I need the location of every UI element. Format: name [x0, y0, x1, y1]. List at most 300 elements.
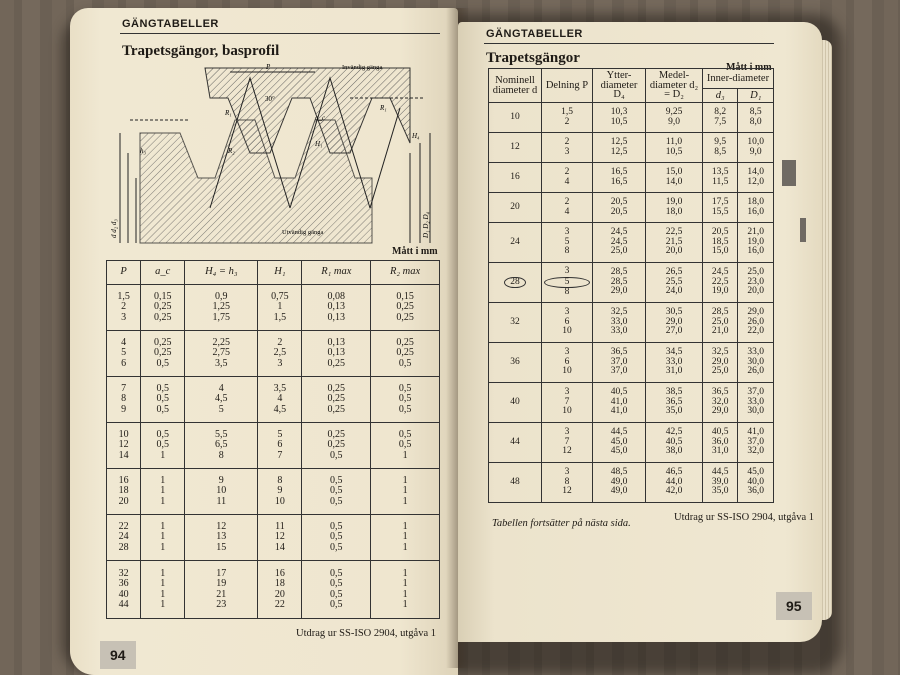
cell-value: 27,0	[665, 326, 683, 337]
table-cell	[107, 423, 141, 469]
cell-value: 0,5	[330, 474, 343, 486]
cell-value: 2,25	[212, 336, 231, 348]
cell-value: 1,5	[561, 107, 573, 117]
col-header-r1: R₁ max	[302, 261, 371, 285]
table-cell	[185, 423, 258, 469]
cell-value: 9	[218, 474, 224, 486]
cell-value: 1	[160, 588, 166, 600]
cell-value: 3	[564, 227, 570, 238]
cell-value: 1	[160, 578, 166, 589]
table-cell-D4	[593, 383, 646, 423]
table-cell-d2	[646, 223, 703, 263]
nominal-diameter-value: 16	[510, 171, 520, 182]
cell-value: 10,5	[610, 116, 628, 127]
left-page-title: Trapetsgängor, basprofil	[122, 43, 280, 59]
table-row	[489, 163, 774, 193]
cell-value: 1	[160, 520, 166, 532]
cell-value: 36,5	[711, 387, 729, 398]
cell-value: 1	[160, 599, 166, 610]
cell-value: 0,5	[330, 449, 343, 461]
cell-value: 1	[160, 485, 166, 497]
r1-label-right: R₁	[380, 104, 387, 112]
table-cell-D4	[593, 423, 646, 463]
cell-value: 24,5	[711, 267, 729, 278]
table-cell-P	[542, 103, 593, 133]
cell-value: 1	[277, 301, 283, 313]
nominal-diameter-cell	[489, 263, 542, 303]
cell-value: 7	[564, 436, 570, 447]
cell-value: 20,5	[711, 227, 729, 238]
cell-value: 25,0	[610, 246, 628, 257]
table-cell-D1	[738, 383, 774, 423]
nominal-diameter-cell	[489, 103, 542, 133]
cell-value: 0,5	[156, 357, 169, 369]
cell-value: 28,5	[610, 276, 628, 287]
cell-value: 3	[564, 266, 570, 277]
col-header-pitch: Delning P	[542, 69, 593, 103]
cell-value: 30,0	[747, 356, 765, 367]
cell-value: 0,13	[327, 301, 346, 313]
col-header-mid: Medel-diameter d₂ = D₂	[646, 69, 703, 103]
cell-value: 2	[277, 336, 283, 348]
left-dims-label: d d₂ d₃	[110, 219, 118, 238]
table-cell	[258, 285, 302, 331]
cell-value: 6	[277, 439, 283, 451]
cell-value: 0,5	[330, 578, 343, 589]
table-cell	[141, 377, 185, 423]
cell-value: 11	[216, 495, 227, 507]
trapezoidal-thread-table	[488, 68, 774, 503]
cell-value: 8	[564, 476, 570, 487]
cell-value: 15	[216, 541, 227, 553]
cell-value: 16,5	[610, 176, 628, 187]
table-cell-d2	[646, 303, 703, 343]
table-row	[489, 193, 774, 223]
cell-value: 16,0	[747, 206, 765, 217]
cell-value: 20,0	[747, 286, 765, 297]
table-cell-D4	[593, 103, 646, 133]
cell-value: 42,5	[665, 427, 683, 438]
cell-value: 22,5	[665, 227, 683, 238]
table-cell	[371, 285, 440, 331]
left-page	[70, 8, 458, 675]
col-header-p: P	[107, 261, 141, 285]
table-cell	[371, 469, 440, 515]
table-row	[489, 463, 774, 503]
cell-value: 20	[274, 588, 285, 600]
cell-value: 40,5	[665, 436, 683, 447]
cell-value: 9,0	[668, 116, 680, 127]
cell-value: 0,5	[398, 439, 412, 451]
cell-value: 4	[218, 382, 224, 394]
cell-value: 10,3	[610, 107, 628, 117]
cell-value: 37,0	[610, 356, 628, 367]
col-header-ac: a_c	[141, 261, 185, 285]
cell-value: 1	[160, 531, 166, 543]
table-cell-d2	[646, 103, 703, 133]
cell-value: 18,5	[711, 236, 729, 247]
table-cell-d2	[646, 423, 703, 463]
table-row	[489, 343, 774, 383]
nominal-diameter-cell	[489, 383, 542, 423]
table-cell-D1	[738, 223, 774, 263]
table-cell-D1	[738, 423, 774, 463]
cell-value: 5	[564, 236, 570, 247]
cell-value: 0,5	[398, 357, 412, 369]
cell-value: 1	[402, 520, 408, 532]
nominal-diameter-value: 32	[510, 316, 520, 327]
cell-value: 22,0	[747, 326, 765, 337]
cell-value: 45,0	[747, 467, 765, 478]
cell-value: 2,5	[273, 347, 287, 359]
cell-value: 26,5	[665, 267, 683, 278]
table-cell-D4	[593, 343, 646, 383]
cell-value: 12,5	[610, 137, 628, 147]
table-cell-d3	[703, 303, 738, 343]
cell-value: 0,25	[153, 311, 172, 323]
continued-note: Tabellen fortsätter på nästa sida.	[492, 518, 631, 529]
cell-value: 10	[216, 485, 227, 497]
cell-value: 38,5	[665, 387, 683, 398]
profile-table	[106, 260, 440, 619]
cell-value: 36,0	[711, 436, 729, 447]
cell-value: 11,5	[712, 176, 729, 187]
col-header-r2: R₂ max	[371, 261, 440, 285]
table-cell-P	[542, 193, 593, 223]
table-cell	[185, 561, 258, 619]
cell-value: 30,0	[747, 406, 765, 417]
cell-value: 29,0	[747, 307, 765, 318]
table-cell-d2	[646, 263, 703, 303]
cell-value: 25,0	[711, 316, 729, 327]
table-cell-d3	[703, 463, 738, 503]
cell-value: 25,0	[711, 366, 729, 377]
table-row	[107, 423, 440, 469]
cell-value: 1	[402, 495, 408, 507]
cell-value: 0,25	[153, 301, 172, 313]
cell-value: 44	[118, 599, 129, 610]
cell-value: 12	[274, 531, 285, 543]
table-cell-d3	[703, 263, 738, 303]
thread-profile-diagram	[110, 58, 440, 248]
cell-value: 26,0	[747, 316, 765, 327]
cell-value: 16,0	[747, 246, 765, 257]
thumb-index-tab-2	[800, 218, 806, 242]
cell-value: 16,5	[610, 167, 628, 177]
table-cell	[185, 285, 258, 331]
cell-value: 0,5	[156, 403, 169, 415]
table-cell-d2	[646, 133, 703, 163]
table-cell	[302, 561, 371, 619]
cell-value: 9,25	[665, 107, 683, 117]
angle-label: 30°	[265, 95, 275, 103]
cell-value: 29,0	[665, 316, 683, 327]
cell-value: 2,75	[212, 347, 231, 359]
cell-value: 8,2	[714, 107, 727, 117]
cell-value: 18,0	[747, 197, 765, 207]
cell-value: 4,5	[215, 393, 228, 405]
table-row	[107, 285, 440, 331]
table-cell	[258, 515, 302, 561]
cell-value: 25,0	[747, 267, 765, 278]
cell-value: 12	[216, 520, 227, 532]
cell-value: 35,0	[711, 486, 729, 497]
table-cell	[107, 285, 141, 331]
table-cell	[258, 561, 302, 619]
cell-value: 24	[118, 531, 129, 543]
cell-value: 15,0	[665, 167, 683, 177]
cell-value: 0,9	[215, 290, 228, 302]
cell-value: 0,5	[156, 382, 169, 394]
cell-value: 32,0	[711, 396, 729, 407]
cell-value: 32,0	[747, 446, 765, 457]
cell-value: 46,5	[665, 467, 683, 478]
cell-value: 37,0	[747, 387, 765, 398]
cell-value: 1	[402, 449, 408, 461]
table-cell	[107, 331, 141, 377]
cell-value: 12	[562, 446, 572, 457]
cell-value: 1	[160, 474, 166, 486]
table-cell-d2	[646, 163, 703, 193]
cell-value: 6,5	[215, 439, 228, 451]
cell-value: 0,5	[156, 439, 169, 451]
cell-value: 0,5	[330, 485, 343, 497]
table-cell-D1	[738, 133, 774, 163]
cell-value: 0,25	[327, 439, 346, 451]
cell-value: 13	[216, 531, 227, 543]
cell-value: 40,5	[610, 387, 628, 398]
cell-value: 20,5	[610, 197, 628, 207]
cell-value: 0,25	[396, 336, 414, 348]
left-header-rule	[120, 33, 440, 34]
table-cell-P	[542, 383, 593, 423]
cell-value: 9	[277, 485, 283, 497]
cell-value: 21	[216, 588, 227, 600]
table-row	[489, 383, 774, 423]
left-footer: Utdrag ur SS-ISO 2904, utgåva 1	[296, 628, 436, 639]
cell-value: 20,5	[610, 206, 628, 217]
table-cell	[107, 561, 141, 619]
table-cell-d3	[703, 423, 738, 463]
cell-value: 8	[218, 449, 224, 461]
cell-value: 15,5	[711, 206, 729, 217]
table-cell	[371, 377, 440, 423]
left-unit-label: Mått i mm	[392, 246, 438, 257]
cell-value: 1	[160, 495, 166, 507]
col-header-nominal: Nominell diameter d	[489, 69, 542, 103]
right-page-number: 95	[776, 592, 812, 620]
table-row	[489, 103, 774, 133]
cell-value: 24,5	[610, 236, 628, 247]
cell-value: 40	[118, 588, 129, 600]
table-cell-D4	[593, 263, 646, 303]
table-cell	[107, 469, 141, 515]
external-thread-label: Utvändig gänga	[282, 229, 324, 236]
cell-value: 0,5	[398, 403, 412, 415]
cell-value: 45,0	[610, 436, 628, 447]
thumb-index-tab	[782, 160, 796, 186]
table-cell-d3	[703, 193, 738, 223]
cell-value: 4	[564, 206, 570, 217]
cell-value: 3	[277, 357, 283, 369]
cell-value: 45,0	[610, 446, 628, 457]
table-cell	[141, 285, 185, 331]
cell-value: 41,0	[610, 406, 628, 417]
cell-value: 14,0	[747, 167, 765, 177]
cell-value: 28,5	[711, 307, 729, 318]
cell-value: 12,5	[610, 146, 628, 157]
nominal-diameter-cell	[489, 163, 542, 193]
table-row	[489, 133, 774, 163]
cell-value: 1	[402, 541, 408, 553]
ac-label: a_c	[315, 114, 326, 122]
table-cell	[371, 423, 440, 469]
table-cell	[302, 285, 371, 331]
cell-value: 1	[402, 599, 408, 610]
table-cell-D4	[593, 463, 646, 503]
cell-value: 0,15	[396, 290, 414, 302]
nominal-diameter-cell	[489, 463, 542, 503]
cell-value: 13,5	[711, 167, 729, 177]
cell-value: 0,25	[396, 301, 414, 313]
table-row	[489, 223, 774, 263]
cell-value: 22,5	[711, 276, 729, 287]
cell-value: 18	[274, 578, 285, 589]
table-cell-d2	[646, 193, 703, 223]
cell-value: 9,5	[714, 137, 727, 147]
cell-value: 11,0	[665, 137, 683, 147]
cell-value: 0,15	[153, 290, 172, 302]
cell-value: 23,0	[747, 276, 765, 287]
table-cell	[302, 331, 371, 377]
table-row	[489, 263, 774, 303]
cell-value: 21,0	[711, 326, 729, 337]
cell-value: 8	[121, 393, 127, 405]
cell-value: 1	[402, 578, 408, 589]
cell-value: 7,5	[714, 116, 727, 127]
table-cell	[141, 561, 185, 619]
cell-value: 21,5	[665, 236, 683, 247]
right-header-rule	[484, 43, 774, 44]
cell-value: 0,25	[153, 347, 172, 359]
table-row	[489, 423, 774, 463]
cell-value: 41,0	[610, 396, 628, 407]
cell-value: 38,0	[665, 446, 683, 457]
cell-value: 9	[121, 403, 127, 415]
cell-value: 0,25	[396, 311, 414, 323]
cell-value: 1	[402, 485, 408, 497]
table-cell-P	[542, 133, 593, 163]
table-cell-D4	[593, 223, 646, 263]
cell-value: 2	[564, 167, 570, 177]
right-footer: Utdrag ur SS-ISO 2904, utgåva 1	[674, 512, 814, 523]
table-cell	[185, 377, 258, 423]
cell-value: 0,13	[327, 311, 346, 323]
table-cell-D4	[593, 303, 646, 343]
table-cell	[371, 331, 440, 377]
cell-value: 0,5	[330, 588, 343, 600]
table-cell-P	[542, 303, 593, 343]
cell-value: 0,25	[327, 357, 346, 369]
table-cell	[258, 469, 302, 515]
cell-value: 0,5	[330, 567, 343, 579]
cell-value: 0,5	[398, 393, 412, 405]
cell-value: 0,08	[327, 290, 346, 302]
cell-value: 31,0	[711, 446, 729, 457]
nominal-diameter-cell	[489, 423, 542, 463]
cell-value: 28,5	[610, 267, 628, 278]
table-cell-d3	[703, 133, 738, 163]
table-cell	[107, 377, 141, 423]
cell-value: 1	[160, 541, 166, 553]
cell-value: 15,0	[711, 246, 729, 257]
cell-value: 5	[218, 403, 224, 415]
cell-value: 12	[562, 486, 572, 497]
cell-value: 49,0	[610, 476, 628, 487]
cell-value: 39,0	[711, 476, 729, 487]
cell-value: 1	[402, 588, 408, 600]
cell-value: 0,25	[327, 403, 346, 415]
cell-value: 5,5	[215, 428, 228, 440]
table-cell-D4	[593, 163, 646, 193]
table-cell	[141, 423, 185, 469]
nominal-diameter-value: 48	[510, 476, 520, 487]
col-header-h1: H₁	[258, 261, 302, 285]
cell-value: 0,13	[327, 347, 346, 359]
table-cell-D4	[593, 193, 646, 223]
cell-value: 1,25	[212, 301, 231, 313]
cell-value: 6	[564, 356, 570, 367]
cell-value: 4	[564, 176, 570, 187]
cell-value: 18,0	[665, 206, 683, 217]
nominal-diameter-cell	[489, 223, 542, 263]
cell-value: 3,5	[215, 357, 228, 369]
cell-value: 17,5	[711, 197, 729, 207]
table-cell	[107, 515, 141, 561]
col-header-h4: H₄ = h₃	[185, 261, 258, 285]
cell-value: 0,25	[153, 336, 172, 348]
table-cell-D1	[738, 303, 774, 343]
h4-label: H₄	[412, 132, 420, 140]
cell-value: 44,0	[665, 476, 683, 487]
table-cell-D1	[738, 343, 774, 383]
cell-value: 1,5	[273, 311, 287, 323]
nominal-diameter-value: 12	[510, 141, 520, 152]
cell-value: 4	[277, 393, 283, 405]
cell-value: 3	[564, 387, 570, 398]
r1-label: R₁	[225, 109, 232, 117]
cell-value: 5	[277, 428, 283, 440]
cell-value: 10,0	[747, 137, 765, 147]
cell-value: 36,0	[747, 486, 765, 497]
cell-value: 1	[402, 531, 408, 543]
table-cell-d2	[646, 463, 703, 503]
cell-value: 3	[121, 311, 127, 323]
cell-value: 14	[274, 541, 285, 553]
cell-value: 12,0	[747, 176, 765, 187]
cell-value: 33,0	[747, 396, 765, 407]
table-cell	[185, 469, 258, 515]
table-cell	[302, 469, 371, 515]
pitch-label: P	[266, 63, 271, 71]
table-cell-d3	[703, 103, 738, 133]
cell-value: 35,0	[665, 406, 683, 417]
cell-value: 7	[277, 449, 283, 461]
nominal-diameter-value: 28	[504, 277, 526, 289]
h3-label: h₃	[140, 147, 146, 155]
table-cell-d2	[646, 343, 703, 383]
cell-value: 49,0	[610, 486, 628, 497]
